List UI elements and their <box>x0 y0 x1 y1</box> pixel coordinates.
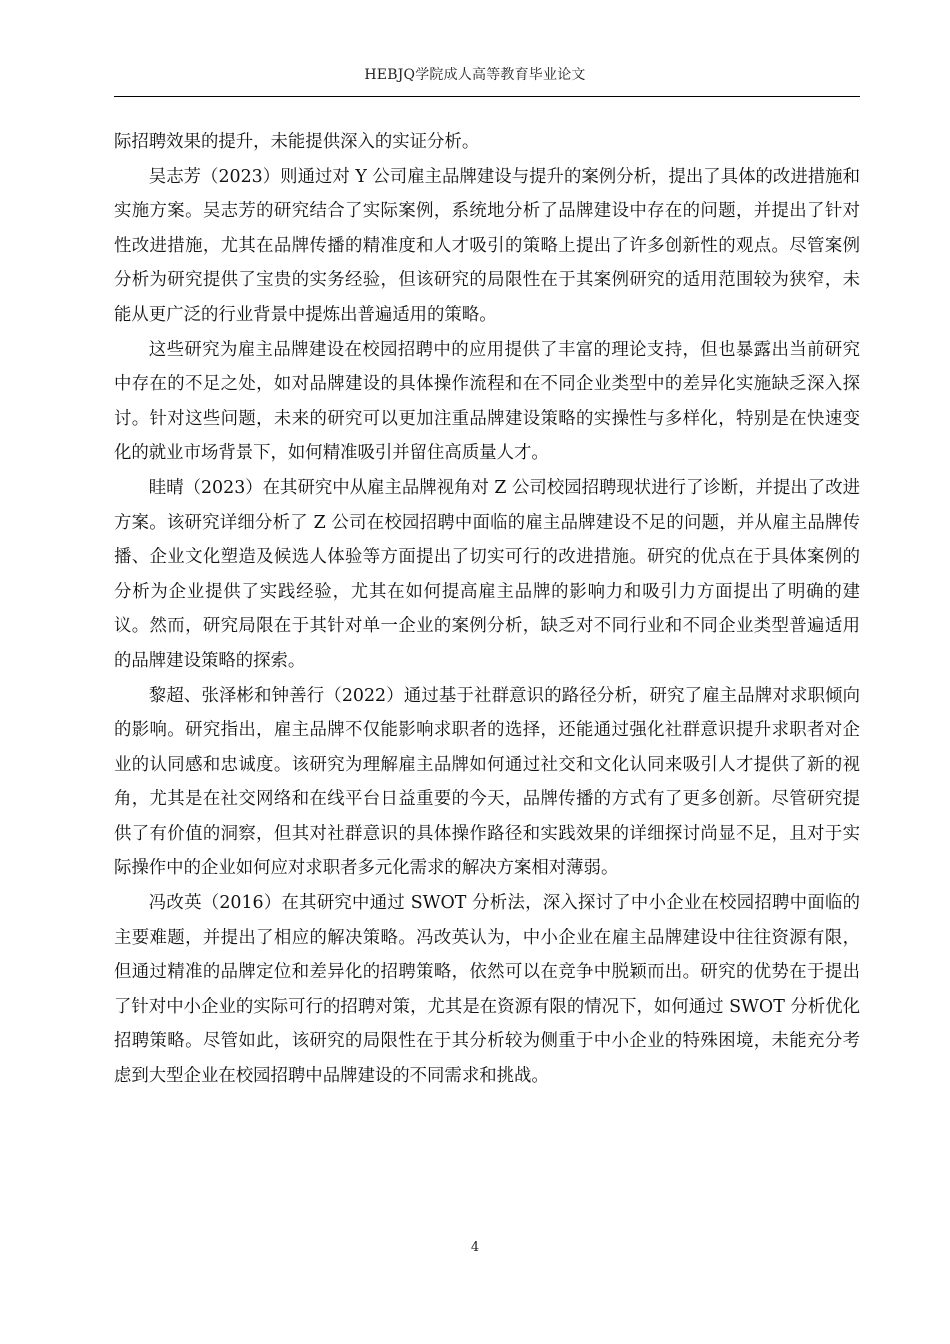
paragraph-summary: 这些研究为雇主品牌建设在校园招聘中的应用提供了丰富的理论支持，但也暴露出当前研究中存在的不足之处，如对品牌建设的具体操作流程和在不同企业类型中的差异化实施缺乏深入探讨。针对这些问题，未来的研究可以更加注重品牌建设策略的实操性与多样化，特别是在快速变化的就业市场背景下，如何精准吸引并留住高质量人才。 <box>114 339 860 464</box>
paragraph-wu-zhifang: 吴志芳（2023）则通过对 Y 公司雇主品牌建设与提升的案例分析，提出了具体的改进措施和实施方案。吴志芳的研究结合了实际案例，系统地分析了品牌建设中存在的问题，并提出了针对性改进措施，尤其在品牌传播的精准度和人才吸引的策略上提出了许多创新性的观点。尽管案例分析为研究提供了宝贵的实务经验，但该研究的局限性在于其案例研究的适用范围较为狭窄，未能从更广泛的行业背景中提炼出普遍适用的策略。 <box>114 166 860 325</box>
paragraph-continuation: 际招聘效果的提升，未能提供深入的实证分析。 <box>114 132 480 152</box>
paragraph-feng-gaiying: 冯改英（2016）在其研究中通过 SWOT 分析法，深入探讨了中小企业在校园招聘中面临的主要难题，并提出了相应的解决策略。冯改英认为，中小企业在雇主品牌建设中往往资源有限，但通过精准的品牌定位和差异化的招聘策略，依然可以在竞争中脱颖而出。研究的优势在于提出了针对中小企业的实际可行的招聘对策，尤其是在资源有限的情况下，如何通过 SWOT 分析优化招聘策略。尽管如此，该研究的局限性在于其分析较为侧重于中小企业的特殊困境，未能充分考虑到大型企业在校园招聘中品牌建设的不同需求和挑战。 <box>114 893 860 1087</box>
running-header: HEBJQ学院成人高等教育毕业论文 <box>364 67 586 83</box>
body-text <box>114 125 860 1094</box>
paragraph-li-chao: 黎超、张泽彬和钟善行（2022）通过基于社群意识的路径分析，研究了雇主品牌对求职倾向的影响。研究指出，雇主品牌不仅能影响求职者的选择，还能通过强化社群意识提升求职者对企业的认同感和忠诚度。该研究为理解雇主品牌如何通过社交和文化认同来吸引人才提供了新的视角，尤其是在社交网络和在线平台日益重要的今天，品牌传播的方式有了更多创新。尽管研究提供了有价值的洞察，但其对社群意识的具体操作路径和实践效果的详细探讨尚显不足，且对于实际操作中的企业如何应对求职者多元化需求的解决方案相对薄弱。 <box>114 685 860 879</box>
header-divider <box>114 96 860 97</box>
paragraph-sui-qing: 眭晴（2023）在其研究中从雇主品牌视角对 Z 公司校园招聘现状进行了诊断，并提出了改进方案。该研究详细分析了 Z 公司在校园招聘中面临的雇主品牌建设不足的问题，并从雇主品牌传播、企业文化塑造及候选人体验等方面提出了切实可行的改进措施。研究的优点在于具体案例的分析为企业提供了实践经验，尤其在如何提高雇主品牌的影响力和吸引力方面提出了明确的建议。然而，研究局限在于其针对单一企业的案例分析，缺乏对不同行业和不同企业类型普遍适用的品牌建设策略的探索。 <box>114 477 860 671</box>
page-number: 4 <box>470 1240 480 1255</box>
